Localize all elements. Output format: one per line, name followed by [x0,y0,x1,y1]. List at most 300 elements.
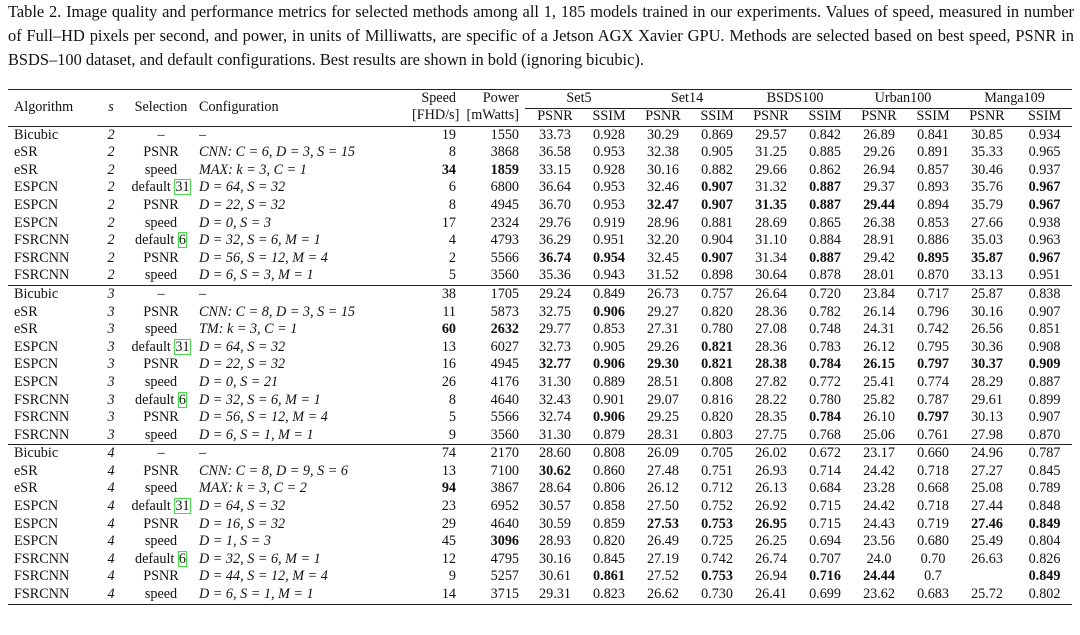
psnr-cell: 28.91 [863,232,895,249]
ssim-cell: 0.768 [809,426,841,443]
ssim-cell: 0.748 [809,321,841,338]
selection-cell [123,356,199,374]
power-cell: 4945 [490,196,519,213]
speed-cell: 4 [448,232,456,249]
selection-cell [123,568,199,586]
selection-label: speed [144,426,178,443]
selection-label: – [157,285,165,302]
ssim-cell: 0.889 [593,373,625,390]
ssim-cell: 0.965 [1028,144,1061,161]
psnr-cell: 29.37 [863,179,895,196]
selection-cell [123,498,199,516]
ssim-cell: 0.70 [920,550,946,567]
ssim-cell: 0.857 [917,161,949,178]
scale-cell: 3 [107,303,115,320]
configuration-cell: – [199,126,207,143]
psnr-cell: 29.25 [647,409,679,426]
ssim-cell: 0.951 [1028,267,1061,284]
psnr-cell: 29.57 [755,126,787,143]
ssim-cell: 0.716 [809,568,841,585]
speed-cell: 19 [441,126,456,143]
table-row [8,356,1072,374]
psnr-cell: 29.61 [971,391,1003,408]
scale-cell: 2 [107,144,115,161]
selection-cell [123,533,199,551]
psnr-cell: 27.27 [971,462,1003,479]
psnr-cell: 24.43 [863,515,895,532]
citation-link[interactable]: 6 [178,391,187,408]
ssim-cell: 0.849 [593,285,625,302]
table-row [8,197,1072,215]
ssim-cell: 0.904 [701,232,733,249]
ssim-cell: 0.934 [1028,126,1061,143]
psnr-cell: 31.10 [755,232,787,249]
configuration-cell: D = 64, S = 32 [199,498,286,515]
power-cell: 7100 [490,462,519,479]
header-algorithm: Algorithm [14,99,74,115]
psnr-cell: 30.29 [647,126,679,143]
citation-link[interactable]: 31 [175,338,190,355]
header-dataset-set5: Set5 [525,90,633,109]
table-row [8,162,1072,180]
ssim-cell: 0.720 [809,285,841,302]
psnr-cell: 35.33 [971,144,1003,161]
ssim-cell: 0.694 [809,533,841,550]
ssim-cell: 0.821 [701,338,733,355]
scale-cell: 4 [107,462,115,479]
psnr-cell: 28.36 [755,338,787,355]
configuration-cell: D = 44, S = 12, M = 4 [199,568,328,585]
table-row [8,232,1072,250]
psnr-cell: 35.36 [539,267,571,284]
psnr-cell: 36.70 [539,196,571,213]
selection-cell [123,516,199,534]
psnr-cell: 33.13 [971,267,1003,284]
ssim-cell: 0.853 [917,214,949,231]
configuration-cell: MAX: k = 3, C = 1 [199,161,307,178]
psnr-cell: 24.0 [866,550,892,567]
selection-cell [123,409,199,427]
ssim-cell: 0.826 [1028,550,1061,567]
table-row [8,480,1072,498]
ssim-cell: 0.907 [1028,303,1061,320]
scale-cell: 2 [107,179,115,196]
algorithm-cell: FSRCNN [14,267,70,284]
speed-cell: 2 [448,249,456,266]
ssim-cell: 0.797 [917,409,949,426]
selection-cell [123,285,199,303]
selection-label: speed [144,267,178,284]
ssim-cell: 0.878 [809,267,841,284]
ssim-cell: 0.865 [809,214,841,231]
configuration-cell: D = 64, S = 32 [199,179,286,196]
selection-cell [123,215,199,233]
algorithm-cell: FSRCNN [14,391,70,408]
configuration-cell: D = 56, S = 12, M = 4 [199,409,328,426]
psnr-cell: 27.66 [971,214,1003,231]
ssim-cell: 0.742 [917,321,949,338]
algorithm-cell: FSRCNN [14,586,70,603]
psnr-cell: 29.26 [647,338,679,355]
ssim-cell: 0.683 [917,586,949,603]
citation-link[interactable]: 31 [175,498,190,515]
ssim-cell: 0.870 [1028,426,1061,443]
ssim-cell: 0.718 [917,498,949,515]
selection-label: speed [144,321,178,338]
selection-cell [123,374,199,392]
citation-link[interactable]: 6 [178,550,187,567]
algorithm-cell: ESPCN [14,356,59,373]
psnr-cell: 28.60 [539,445,571,462]
psnr-cell: 27.31 [647,321,679,338]
table-row [8,179,1072,197]
psnr-cell: 26.15 [863,356,895,373]
psnr-cell: 26.14 [863,303,895,320]
psnr-cell: 27.19 [647,550,679,567]
psnr-cell: 27.75 [755,426,787,443]
psnr-cell: 36.29 [539,232,571,249]
ssim-cell: 0.820 [701,409,733,426]
ssim-cell: 0.849 [1028,568,1061,585]
header-psnr: PSNR [969,108,1005,124]
psnr-cell: 25.08 [971,480,1003,497]
selection-cell [123,586,199,604]
scale-cell: 3 [107,373,115,390]
psnr-cell: 29.66 [755,161,787,178]
psnr-cell: 26.49 [647,533,679,550]
configuration-cell: D = 0, S = 3 [199,214,271,231]
selection-cell [123,144,199,162]
power-cell: 4795 [490,550,519,567]
scale-cell: 3 [107,321,115,338]
psnr-cell: 35.03 [971,232,1003,249]
psnr-cell: 28.31 [647,426,679,443]
scale-cell: 4 [107,550,115,567]
psnr-cell: 26.02 [755,445,787,462]
selection-label: – [157,126,165,143]
ssim-cell: 0.886 [917,232,949,249]
ssim-cell: 0.795 [917,338,949,355]
configuration-cell: D = 56, S = 12, M = 4 [199,249,328,266]
speed-cell: 34 [441,161,456,178]
psnr-cell: 27.44 [971,498,1003,515]
ssim-cell: 0.780 [809,391,841,408]
header-dataset-bsds100: BSDS100 [741,90,849,109]
psnr-cell: 33.15 [539,161,571,178]
speed-cell: 94 [441,480,456,497]
configuration-cell: MAX: k = 3, C = 2 [199,480,307,497]
ssim-cell: 0.757 [701,285,733,302]
scale-cell: 4 [107,445,115,462]
speed-cell: 5 [448,267,456,284]
algorithm-cell: ESPCN [14,373,59,390]
psnr-cell: 26.38 [863,214,895,231]
selection-label: PSNR [143,409,179,426]
power-cell: 5873 [490,303,519,320]
psnr-cell: 24.42 [863,498,895,515]
ssim-cell: 0.845 [1028,462,1061,479]
ssim-cell: 0.907 [701,179,733,196]
selection-cell [123,197,199,215]
citation-link[interactable]: 6 [178,232,187,249]
table-row [8,250,1072,268]
psnr-cell: 35.76 [971,179,1003,196]
header-psnr: PSNR [753,108,789,124]
configuration-cell: D = 6, S = 1, M = 1 [199,586,314,603]
ssim-cell: 0.841 [917,126,949,143]
algorithm-cell: ESPCN [14,498,59,515]
selection-label: speed [144,533,178,550]
speed-cell: 74 [441,445,456,462]
ssim-cell: 0.802 [1028,586,1061,603]
ssim-cell: 0.797 [917,356,949,373]
ssim-cell: 0.715 [809,498,841,515]
ssim-cell: 0.906 [593,303,625,320]
ssim-cell: 0.919 [593,214,625,231]
algorithm-cell: FSRCNN [14,409,70,426]
psnr-cell [957,568,1017,586]
psnr-cell: 25.41 [863,373,895,390]
psnr-cell: 24.31 [863,321,895,338]
ssim-cell: 0.787 [1028,445,1061,462]
scale-cell: 4 [107,586,115,603]
header-speed: Speed [421,90,456,107]
header-psnr: PSNR [645,108,681,124]
ssim-cell: 0.953 [593,179,625,196]
selection-cell [123,179,199,197]
ssim-cell: 0.668 [917,480,949,497]
table-row [8,445,1072,463]
header-ssim: SSIM [916,108,950,124]
selection-label: default [131,338,171,355]
ssim-cell: 0.742 [701,550,733,567]
ssim-cell: 0.780 [701,321,733,338]
ssim-cell: 0.894 [917,196,949,213]
algorithm-cell: ESPCN [14,179,59,196]
selection-cell [123,392,199,410]
power-cell: 3560 [490,267,519,284]
selection-cell [123,480,199,498]
psnr-cell: 27.46 [971,515,1003,532]
power-cell: 6952 [490,498,519,515]
configuration-cell: D = 16, S = 32 [199,515,286,532]
configuration-cell: D = 32, S = 6, M = 1 [199,232,321,249]
ssim-cell: 0.928 [593,126,625,143]
ssim-cell: 0.967 [1028,179,1061,196]
speed-cell: 13 [441,338,456,355]
psnr-cell: 29.31 [539,586,571,603]
psnr-cell: 26.41 [755,586,787,603]
power-cell: 2324 [490,214,519,231]
psnr-cell: 28.01 [863,267,895,284]
table-row [8,304,1072,322]
psnr-cell: 33.73 [539,126,571,143]
table-row [8,586,1072,604]
algorithm-cell: Bicubic [14,285,59,302]
psnr-cell: 26.13 [755,480,787,497]
psnr-cell: 28.51 [647,373,679,390]
psnr-cell: 24.44 [863,568,895,585]
psnr-cell: 32.45 [647,249,679,266]
ssim-cell: 0.821 [701,356,733,373]
configuration-cell: D = 22, S = 32 [199,356,286,373]
algorithm-cell: eSR [14,144,38,161]
algorithm-cell: eSR [14,303,38,320]
speed-cell: 11 [442,303,456,320]
psnr-cell: 30.13 [971,409,1003,426]
selection-cell [123,304,199,322]
power-cell: 4640 [490,391,519,408]
table-row [8,267,1072,285]
ssim-cell: 0.858 [593,498,625,515]
ssim-cell: 0.937 [1028,161,1061,178]
scale-cell: 2 [107,126,115,143]
psnr-cell: 26.64 [755,285,787,302]
ssim-cell: 0.712 [701,480,733,497]
ssim-cell: 0.887 [1028,373,1061,390]
psnr-cell: 24.96 [971,445,1003,462]
psnr-cell: 28.69 [755,214,787,231]
algorithm-cell: Bicubic [14,445,59,462]
algorithm-cell: FSRCNN [14,568,70,585]
selection-label: PSNR [143,196,179,213]
psnr-cell: 26.73 [647,285,679,302]
ssim-cell: 0.953 [593,196,625,213]
power-cell: 4640 [490,515,519,532]
psnr-cell: 32.74 [539,409,571,426]
selection-label: PSNR [143,303,179,320]
speed-cell: 29 [441,515,456,532]
algorithm-cell: FSRCNN [14,426,70,443]
ssim-cell: 0.804 [1028,533,1061,550]
ssim-cell: 0.803 [701,426,733,443]
citation-link[interactable]: 31 [175,179,190,196]
ssim-cell: 0.928 [593,161,625,178]
configuration-cell: CNN: C = 8, D = 3, S = 15 [199,303,356,320]
selection-cell [123,427,199,445]
ssim-cell: 0.806 [593,480,625,497]
psnr-cell: 27.53 [647,515,679,532]
ssim-cell: 0.898 [701,267,733,284]
power-cell: 4793 [490,232,519,249]
selection-label: default [134,550,175,567]
table-row [8,285,1072,303]
psnr-cell: 28.29 [971,373,1003,390]
configuration-cell: CNN: C = 6, D = 3, S = 15 [199,144,356,161]
results-table [8,89,1072,605]
psnr-cell: 26.25 [755,533,787,550]
psnr-cell: 36.58 [539,144,571,161]
psnr-cell: 31.30 [539,426,571,443]
speed-cell: 26 [441,373,456,390]
ssim-cell: 0.808 [593,445,625,462]
algorithm-cell: ESPCN [14,515,59,532]
ssim-cell: 0.751 [701,462,733,479]
psnr-cell: 26.92 [755,498,787,515]
selection-cell [123,551,199,569]
psnr-cell: 30.16 [971,303,1003,320]
ssim-cell: 0.719 [917,515,949,532]
psnr-cell: 32.43 [539,391,571,408]
ssim-cell: 0.774 [917,373,949,390]
psnr-cell: 26.62 [647,586,679,603]
psnr-cell: 28.35 [755,409,787,426]
psnr-cell: 23.17 [863,445,895,462]
psnr-cell: 27.82 [755,373,787,390]
psnr-cell: 32.75 [539,303,571,320]
algorithm-cell: FSRCNN [14,249,70,266]
speed-cell: 8 [448,196,456,213]
psnr-cell: 26.74 [755,550,787,567]
power-cell: 3715 [490,586,519,603]
ssim-cell: 0.845 [593,550,625,567]
ssim-cell: 0.899 [1028,391,1061,408]
ssim-cell: 0.718 [917,462,949,479]
speed-cell: 6 [448,179,456,196]
psnr-cell: 29.30 [647,356,679,373]
speed-cell: 17 [441,214,456,231]
power-cell: 5257 [490,568,519,585]
table-row [8,463,1072,481]
header-dataset-manga109: Manga109 [957,90,1072,109]
power-cell: 1550 [490,126,519,143]
speed-cell: 9 [448,426,456,443]
psnr-cell: 32.38 [647,144,679,161]
table-caption: Table 2. Image quality and performance metrics for selected methods among all 1, 185 models trained in our experiments. Values of speed, measured in number of Full–HD pixels per second, and power, in units of Milliwatts, are specific of a Jetson AGX Xavier GPU. Methods are selected based on best speed, PSNR in BSDS–100 dataset, and default configurations. Best results are shown in bold (ignoring bicubic). [8,2,1074,69]
psnr-cell: 30.64 [755,267,787,284]
header-selection: Selection [134,99,188,115]
psnr-cell: 29.77 [539,321,571,338]
psnr-cell: 27.08 [755,321,787,338]
speed-cell: 23 [441,498,456,515]
psnr-cell: 31.30 [539,373,571,390]
ssim-cell: 0.901 [593,391,625,408]
psnr-cell: 26.93 [755,462,787,479]
selection-cell [123,321,199,339]
table-row [8,498,1072,516]
ssim-cell: 0.823 [593,586,625,603]
table-row [8,568,1072,586]
scale-cell: 3 [107,391,115,408]
psnr-cell: 36.64 [539,179,571,196]
configuration-cell: D = 64, S = 32 [199,338,286,355]
selection-label: PSNR [143,515,179,532]
psnr-cell: 26.12 [647,480,679,497]
scale-cell: 2 [107,196,115,213]
ssim-cell: 0.907 [1028,409,1061,426]
ssim-cell: 0.753 [701,515,733,532]
header-scale: s [108,99,114,115]
power-cell: 4176 [490,373,519,390]
speed-cell: 38 [441,285,456,302]
ssim-cell: 0.967 [1028,249,1061,266]
psnr-cell: 26.10 [863,409,895,426]
psnr-cell: 28.64 [539,480,571,497]
ssim-cell: 0.908 [1028,338,1061,355]
psnr-cell: 26.94 [863,161,895,178]
psnr-cell: 26.89 [863,126,895,143]
ssim-cell: 0.787 [917,391,949,408]
ssim-cell: 0.887 [809,179,841,196]
selection-label: speed [144,214,178,231]
table-row [8,533,1072,551]
ssim-cell: 0.714 [809,462,841,479]
ssim-cell: 0.953 [593,144,625,161]
ssim-cell: 0.851 [1028,321,1061,338]
selection-cell [123,267,199,285]
psnr-cell: 31.34 [755,249,787,266]
psnr-cell: 29.27 [647,303,679,320]
